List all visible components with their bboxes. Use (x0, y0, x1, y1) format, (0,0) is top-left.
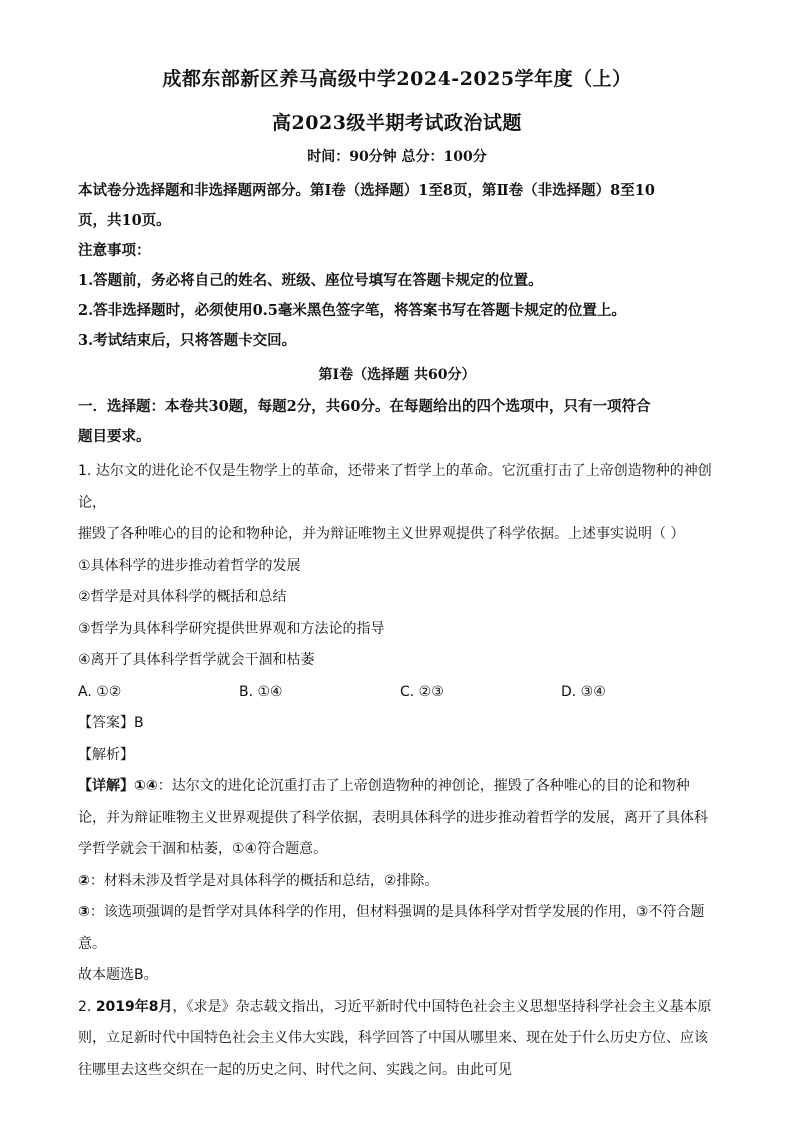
q1-detail-3-tag: ③ (78, 904, 90, 920)
notice-title: 注意事项： (78, 242, 151, 259)
q1-detail-text: ：达尔文的进化论沉重打击了上帝创造物种的神创论，摧毁了各种唯心的目的论和物种 (157, 778, 690, 794)
q1-option-b: B. ①④ (239, 683, 283, 700)
q1-detail-3-line2: 意。 (78, 935, 106, 952)
q1-option-a: A. ①② (78, 683, 122, 700)
q1-detail-3-line1 (78, 897, 722, 929)
section-instruction (78, 392, 722, 452)
q2-stem-line1 (78, 992, 722, 1024)
intro-para-line1: 本试卷分选择题和非选择题两部分。第Ⅰ卷（选择题）1至8页，第Ⅱ卷（非选择题）8至10 (78, 182, 655, 199)
intro-para-line2: 页，共10页。 (78, 212, 171, 229)
q1-detail-line2: 论，并为辩证唯物主义世界观提供了科学依据，表明具体科学的进步推动着哲学的发展，离开了具体科 (78, 809, 708, 826)
q1-detail-tag: 【详解】①④ (78, 778, 158, 794)
q1-option-d: D. ③④ (561, 683, 606, 700)
section-instruction-line2: 题目要求。 (78, 428, 151, 445)
q1-analysis-title: 【解析】 (78, 746, 134, 763)
q2-stem-rest: ，《求是》杂志载文指出，习近平新时代中国特色社会主义思想坚持科学社会主义基本原 (172, 998, 712, 1015)
q1-statement-3: ③哲学为具体科学研究提供世界观和方法论的指导 (78, 620, 385, 637)
section-instruction-line1: 一．选择题：本卷共30题，每题2分，共60分。在每题给出的四个选项中，只有一项符合 (78, 398, 651, 415)
intro-block (78, 176, 722, 356)
q1-conclusion: 故本题选B。 (78, 967, 158, 983)
q2-date: 2019年8月 (95, 998, 173, 1015)
notice-item-1: 1.答题前，务必将自己的姓名、班级、座位号填写在答题卡规定的位置。 (78, 272, 543, 289)
q1-stem-line2: 摧毁了各种唯心的目的论和物种论，并为辩证唯物主义世界观提供了科学依据。上述事实说明（ ） (78, 526, 685, 542)
q1-answer: 【答案】B (78, 715, 144, 731)
q1-detail-2-tag: ② (78, 872, 90, 889)
q1-options (78, 677, 722, 709)
exam-title-line1: 成都东部新区养马高级中学2024-2025学年度（上） (162, 68, 632, 90)
q1-detail-line3: 学哲学就会干涸和枯萎，①④符合题意。 (78, 841, 328, 857)
exam-meta: 时间：90分钟 总分：100分 (307, 149, 487, 165)
q1-option-c: C. ②③ (400, 683, 444, 700)
q1-stem-line1: 1. 达尔文的进化论不仅是生物学上的革命，还带来了哲学上的革命。它沉重打击了上帝创造物种的神创论， (78, 463, 712, 511)
exam-title-line2: 高2023级半期考试政治试题 (272, 112, 522, 134)
q1-detail-line1 (78, 771, 722, 803)
section-title: 第Ⅰ卷（选择题 共60分） (318, 367, 476, 383)
q2-number: 2. (78, 998, 96, 1015)
q2-stem-line2: 则，立足新时代中国特色社会主义伟大实践，科学回答了中国从哪里来、现在处于什么历史方位、应该 (78, 1030, 708, 1046)
questions-block (78, 456, 722, 1086)
notice-item-3: 3.考试结束后，只将答题卡交回。 (78, 332, 297, 349)
q1-detail-3-text: ：该选项强调的是哲学对具体科学的作用，但材料强调的是具体科学对哲学发展的作用，③不符合题 (89, 904, 705, 920)
q1-statement-4: ④离开了具体科学哲学就会干涸和枯萎 (78, 652, 315, 668)
q1-detail-2-text: ：材料未涉及哲学是对具体科学的概括和总结，②排除。 (89, 872, 439, 889)
q1-statement-1: ①具体科学的进步推动着哲学的发展 (78, 557, 301, 574)
q1-detail-2 (78, 866, 722, 898)
notice-item-2: 2.答非选择题时，必须使用0.5毫米黑色签字笔，将答案书写在答题卡规定的位置上。 (78, 302, 626, 319)
q1-statement-2: ②哲学是对具体科学的概括和总结 (78, 589, 287, 605)
q2-stem-line3: 往哪里去这些交织在一起的历史之问、时代之问、实践之问。由此可见 (78, 1061, 512, 1078)
